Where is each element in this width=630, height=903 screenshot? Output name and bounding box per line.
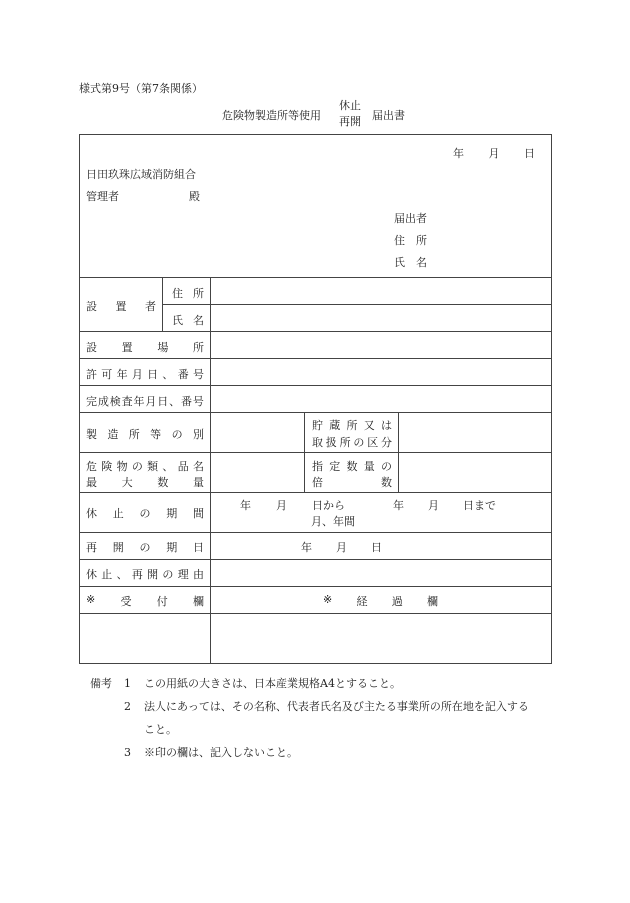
date-line: [453, 145, 535, 161]
installer-label: 設 置 者: [86, 300, 156, 313]
honorific-label: 殿: [189, 190, 200, 203]
installer-name-label: 氏 名: [172, 314, 204, 327]
max-quantity-label: 最 大 数 量: [86, 476, 204, 489]
note-text-continued: こと。: [144, 723, 177, 736]
row-divider: [79, 412, 552, 413]
suspension-period-label: 休 止 の 期 間: [86, 507, 204, 520]
notifier-name-label: 氏 名: [394, 256, 427, 269]
installer-address-label: 住 所: [172, 287, 204, 300]
note-text: この用紙の大きさは、日本産業規格A4とすること。: [144, 677, 401, 690]
note-text: 法人にあっては、その名称、代表者氏名及び主たる事業所の所在地を記入する: [144, 700, 529, 713]
note-text: ※印の欄は、記入しないこと。: [144, 746, 298, 759]
title-option-resume: 再開: [339, 115, 361, 128]
column-divider: [162, 277, 163, 331]
location-label: 設 置 場 所: [86, 341, 204, 354]
title-options: [336, 98, 364, 130]
notes-section: [90, 672, 529, 764]
progress-column-label: ※ 経 過 欄: [323, 593, 438, 608]
row-divider: [79, 452, 552, 453]
row-divider: [79, 613, 552, 614]
note-number: 2: [124, 700, 131, 713]
column-divider: [210, 277, 211, 664]
notes-label: 備考: [90, 677, 112, 690]
row-divider: [79, 586, 552, 587]
column-divider: [304, 412, 305, 492]
date-year-label: 年: [453, 147, 464, 160]
storage-type-label-line1: 貯 蔵 所 又 は: [312, 419, 392, 432]
date-day-label: 日: [524, 147, 535, 160]
designated-qty-label: 指 定 数 量 の: [312, 460, 392, 473]
hazmat-class-label: 危 険 物 の 類 、 品 名: [86, 460, 204, 473]
row-divider: [79, 385, 552, 386]
note-number: 3: [124, 746, 131, 759]
multiple-label: 倍 数: [312, 476, 392, 489]
notifier-label: 届出者: [394, 212, 427, 225]
resume-date-label: 再 開 の 期 日: [86, 541, 204, 554]
row-divider: [79, 331, 552, 332]
note-number: 1: [124, 677, 131, 690]
title-suffix: 届出書: [372, 109, 405, 122]
title-option-suspend: 休止: [339, 99, 361, 112]
addressee: 日田玖珠広域消防組合: [86, 168, 196, 181]
column-divider: [398, 412, 399, 492]
row-divider: [79, 532, 552, 533]
manager-label: 管理者: [86, 190, 119, 203]
row-divider: [79, 559, 552, 560]
title-prefix: 危険物製造所等使用: [222, 109, 321, 122]
date-month-label: 月: [488, 147, 500, 160]
reason-label: 休 止 、 再 開 の 理 由: [86, 568, 204, 581]
notifier-address-label: 住 所: [394, 234, 427, 247]
completion-date-label: 完 成 検 査 年 月 日 、 番 号: [86, 395, 204, 408]
form-number-label: 様式第9号（第7条関係）: [79, 82, 203, 95]
reception-column-label: ※ 受 付 欄: [86, 593, 204, 608]
storage-type-label-line2: 取 扱 所 の 区 分: [312, 436, 392, 449]
row-divider: [79, 358, 552, 359]
row-divider: [79, 277, 552, 278]
row-divider: [162, 304, 552, 305]
row-divider: [79, 492, 552, 493]
permit-date-label: 許 可 年 月 日 、 番 号: [86, 368, 204, 381]
facility-type-label: 製 造 所 等 の 別: [86, 428, 204, 441]
